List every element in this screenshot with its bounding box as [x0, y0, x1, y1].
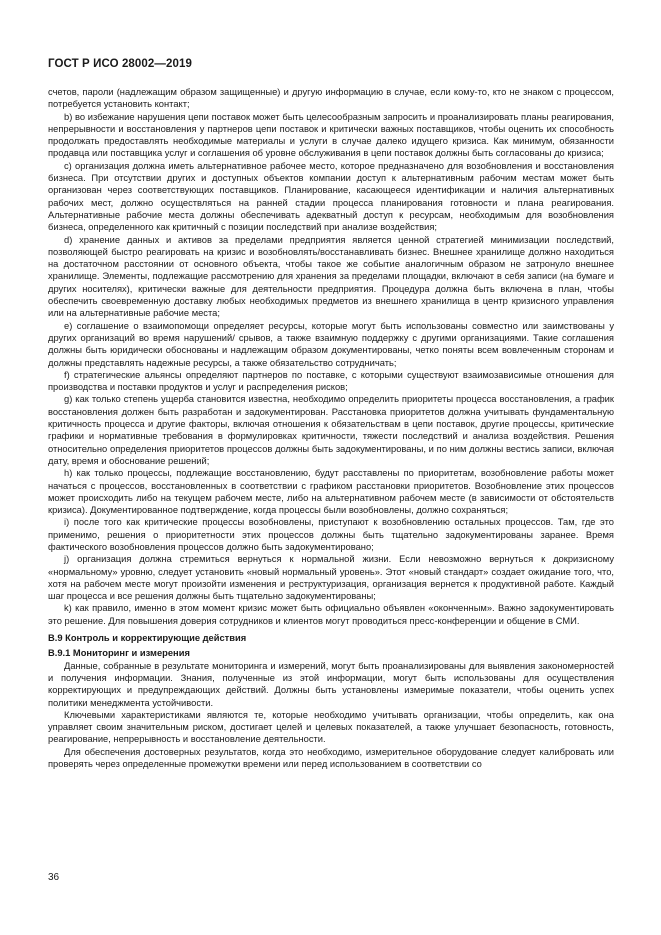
list-item-g: g) как только степень ущерба становится известна, необходимо определить приоритеты процесса восстановления, а график восстановления должен быть разработан и задокументирован. Расстановка приоритетов должна учитывать фундаментальную критичность процесса и другие факторы, включая отношения к обязательствам в цепи поставок, другие процессы, критические графики и нормативные требования в формулировках критичности, тяжести последствий и анализа воздействия. Решения относительно определения приоритетов процессов должны быть задокументированы, и по ним должны вестись записи, включая дату, время и обоснование решений;	[48, 394, 614, 466]
list-item-k: k) как правило, именно в этом момент кризис может быть официально объявлен «оконченным». Важно задокументировать это решение. Для повышения доверия сотрудников и клиентов могут проводиться пресс-конференции и общение в СМИ.	[48, 603, 614, 626]
section-heading-b9: В.9 Контроль и корректирующие действия	[48, 633, 247, 644]
paragraph: Ключевыми характеристиками являются те, которые необходимо учитывать организации, чтобы определить, как она управляет своим значительным риском, достигает целей и целевых показателей, а также улучшает безопасность, готовность, реагирование, непрерывность и восстановление деятельности.	[48, 709, 614, 745]
list-item-d: d) хранение данных и активов за пределами предприятия является ценной стратегией минимизации последствий, позволяющей быстро реагировать на кризис и возобновлять/восстанавливать бизнес. Внешнее хранилище должно находиться на достаточном расстоянии от основного объекта, чтобы такое же событие аналогичным образом не затронуло внешнее хранилище. Элементы, подлежащие рассмотрению для хранения за пределами площадки, включают в себя записи (на бумаге и других носителях), критически важные для деятельности предприятия. Процедура должна быть включена в план, чтобы обеспечить своевременную доставку любых необходимых предметов из внешнего хранилища в центр кризисного управления или на альтернативные рабочие места;	[48, 234, 614, 319]
paragraph: Для обеспечения достоверных результатов, когда это необходимо, измерительное оборудование следует калибровать или проверять через определенные промежутки времени или перед использованием в соответствии со	[48, 746, 614, 770]
paragraph: Данные, собранные в результате мониторинга и измерений, могут быть проанализированы для выявления закономерностей и получения информации. Знания, полученные из этой информации, могут быть использованы для осуществления корректирующих и предупреждающих действий. Должны быть установлены измеримые показатели, чтобы оценить успех политики менеджмента устойчивости.	[48, 660, 614, 708]
document-header: ГОСТ Р ИСО 28002—2019	[48, 58, 193, 70]
list-item-h: h) как только процессы, подлежащие восстановлению, будут расставлены по приоритетам, возобновление работы может начаться с процессов, восстановленных в соответствии с графиком расстановки приоритетов. Возобновление этих процессов может происходить либо на текущем рабочем месте, либо на альтернативном рабочем месте (в зависимости от обстоятельств кризиса). Документированное подтверждение, когда процессы были возобновлены, должно сохраняться;	[48, 468, 614, 516]
list-item-i: i) после того как критические процессы возобновлены, приступают к возобновлению остальных процессов. Там, где это применимо, решения о приоритетности этих процессов должны быть тщательно задокументированы заранее. Время фактического возобновления процессов должно быть задокументировано;	[48, 517, 614, 552]
list-item-e: e) соглашение о взаимопомощи определяет ресурсы, которые могут быть использованы совместно или заимствованы у других организаций во время нарушений/ срывов, а также взаимную поддержку с другими организациями. Такие соглашения должны быть юридически обоснованы и надлежащим образом документированы, четко поняты всем вовлеченным сторонам и должны представлять надежные ресурсы, а также обязательство сотрудничать;	[48, 320, 614, 368]
list-item-b: b) во избежание нарушения цепи поставок может быть целесообразным запросить и проанализировать планы реагирования, непрерывности и восстановления у партнеров цепи поставок и критически важных поставщиков, чтобы оценить их способность продолжать предоставлять необходимые материалы и услуги в случае далеко идущего кризиса. Как минимум, обязанности продавца или поставщика услуг и соглашения об уровне обслуживания в цепи поставок должны быть согласованы до кризиса;	[48, 111, 614, 159]
page-number: 36	[48, 872, 60, 883]
document-body	[48, 86, 614, 770]
list-item-c: c) организация должна иметь альтернативное рабочее место, которое предназначено для возобновления и восстановления бизнеса. При отсутствии других и доступных объектов компании доступ к альтернативным рабочим местам может быть организован через соответствующих поставщиков. Планирование, касающееся идентификации и наличия альтернативных рабочих мест, должно осуществляться на ранней стадии процесса планирования готовности и плана реагирования. Альтернативные рабочие места должны обеспечивать адекватный доступ к ресурсам, необходимым для возобновления бизнеса, определенного как критичный с позиции последствий при анализе воздействия;	[48, 160, 614, 233]
list-item-j: j) организация должна стремиться вернуться к нормальной жизни. Если невозможно вернуться к докризисному «нормальному» уровню, следует установить «новый нормальный уровень». Этот «новый стандарт» создает ожидание того, что, хотя на рабочем месте могут произойти изменения и реструктуризация, организация вернется к продуктивной работе. Каждый шаг процесса и все решения должны быть тщательно задокументированы;	[48, 554, 614, 602]
paragraph-continuation: счетов, пароли (надлежащим образом защищенные) и другую информацию в случае, если кому-то, кто не знаком с процессом, потребуется установить контакт;	[48, 87, 614, 110]
subsection-heading-b91: В.9.1 Мониторинг и измерения	[48, 648, 190, 659]
list-item-f: f) стратегические альянсы определяют партнеров по поставке, с которыми существуют взаимозависимые отношения для производства и поставки продуктов и услуг и распределения рисков;	[48, 369, 614, 393]
